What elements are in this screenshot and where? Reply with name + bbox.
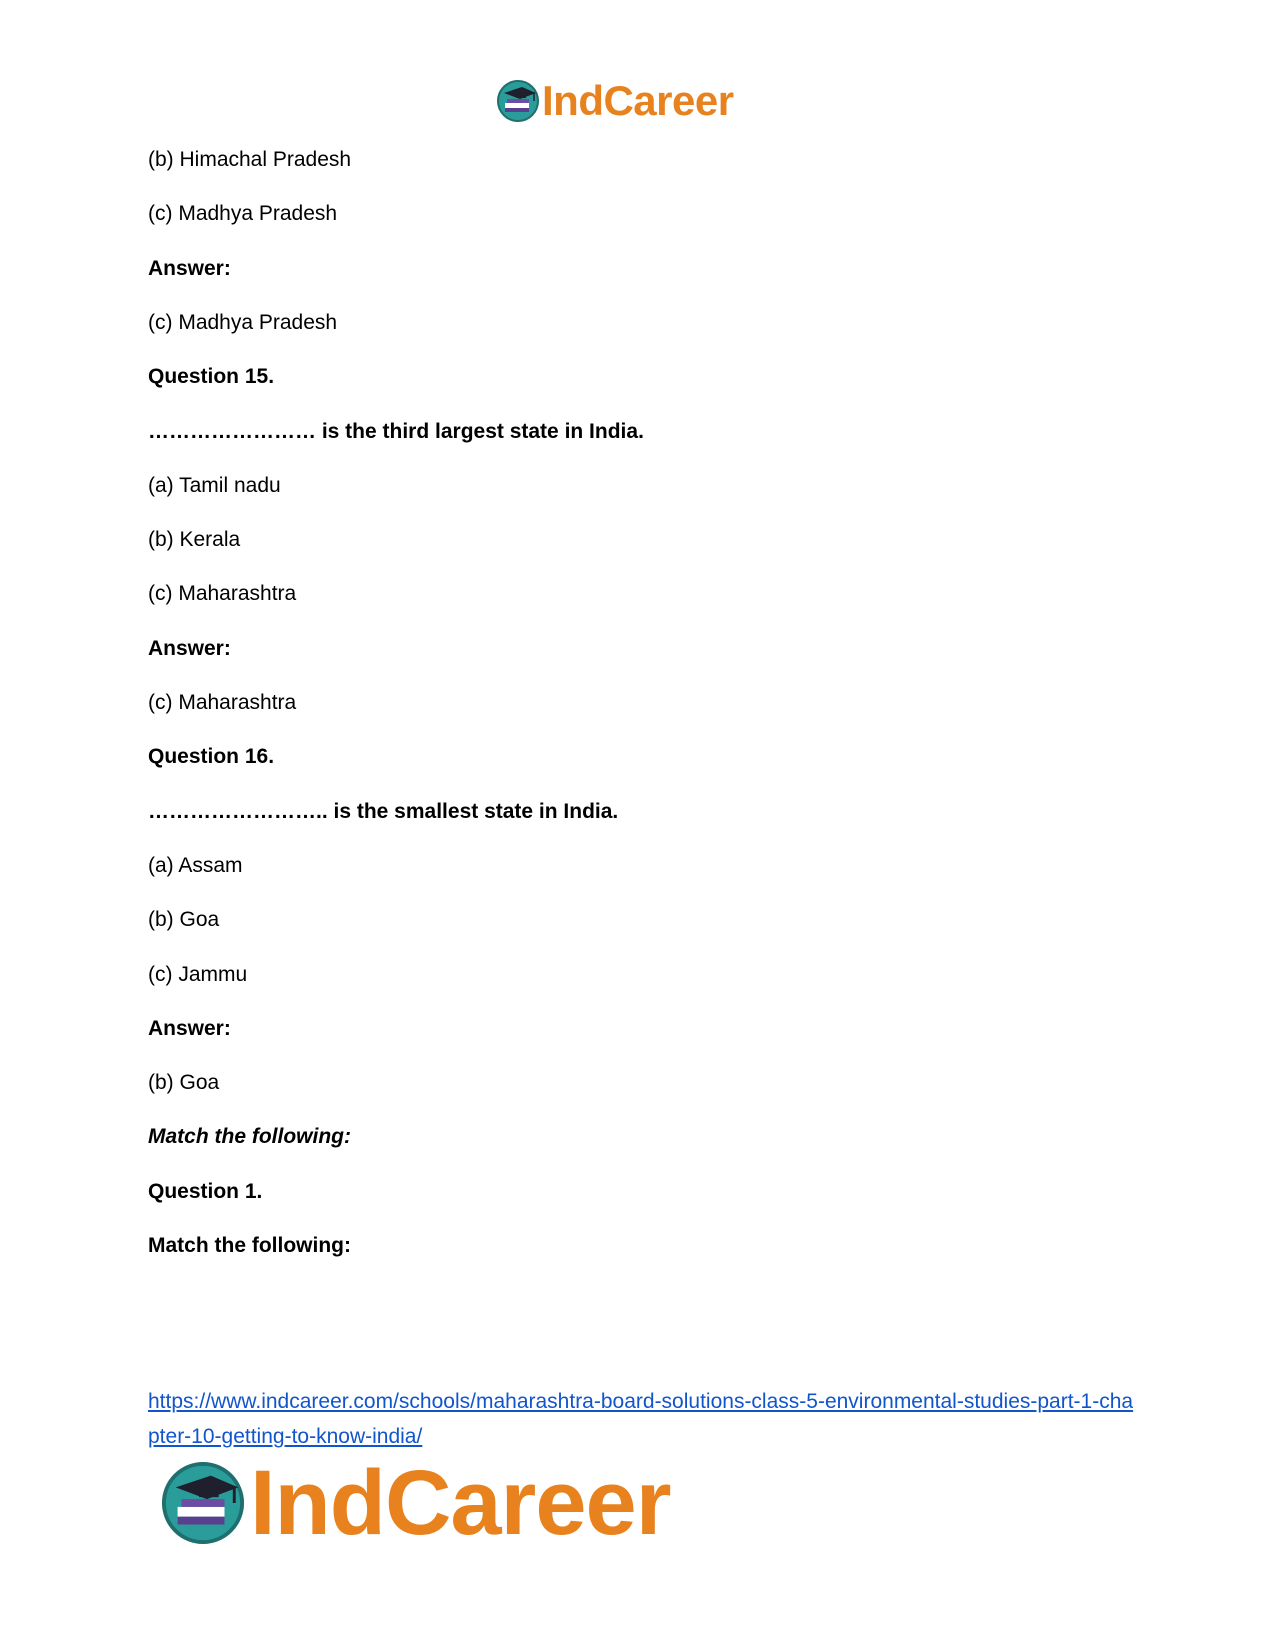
content-line: (c) Madhya Pradesh <box>148 202 338 226</box>
content-line: Question 1. <box>148 1179 263 1203</box>
content-line: …………………….. is the smallest state in India. <box>148 799 619 823</box>
source-link[interactable]: https://www.indcareer.com/schools/maharashtra-board-solutions-class-5-environmental-studies-part-1-chapter-10-getting-to-know-india/ <box>148 1390 1134 1448</box>
content-line: (c) Maharashtra <box>148 691 297 714</box>
content-line: (a) Tamil nadu <box>148 473 281 497</box>
header-brand-text: IndCareer <box>542 77 734 124</box>
content-line: Question 15. <box>148 365 275 389</box>
content-line: Answer: <box>148 636 231 660</box>
content-line: (a) Assam <box>148 853 243 877</box>
footer-brand-text: IndCareer <box>250 1451 671 1554</box>
content-line: (b) Kerala <box>148 528 241 552</box>
header-logo <box>496 78 734 124</box>
content-line: (b) Goa <box>148 908 220 932</box>
content-line: Answer: <box>148 256 231 280</box>
content-line: (b) Himachal Pradesh <box>148 148 352 171</box>
content-line: (c) Jammu <box>148 962 248 986</box>
content-line: …………………… is the third largest state in India. <box>148 419 644 443</box>
graduation-book-icon <box>496 79 540 123</box>
content-line: (c) Madhya Pradesh <box>148 310 338 334</box>
footer-logo <box>160 1451 671 1554</box>
content-line: (b) Goa <box>148 1071 220 1095</box>
content-line: Match the following: <box>148 1234 351 1257</box>
content-line: (c) Maharashtra <box>148 582 297 606</box>
content-line: Match the following: <box>148 1125 351 1149</box>
graduation-book-icon <box>160 1460 246 1546</box>
content-line: Question 16. <box>148 745 275 769</box>
content-line: Answer: <box>148 1016 231 1040</box>
